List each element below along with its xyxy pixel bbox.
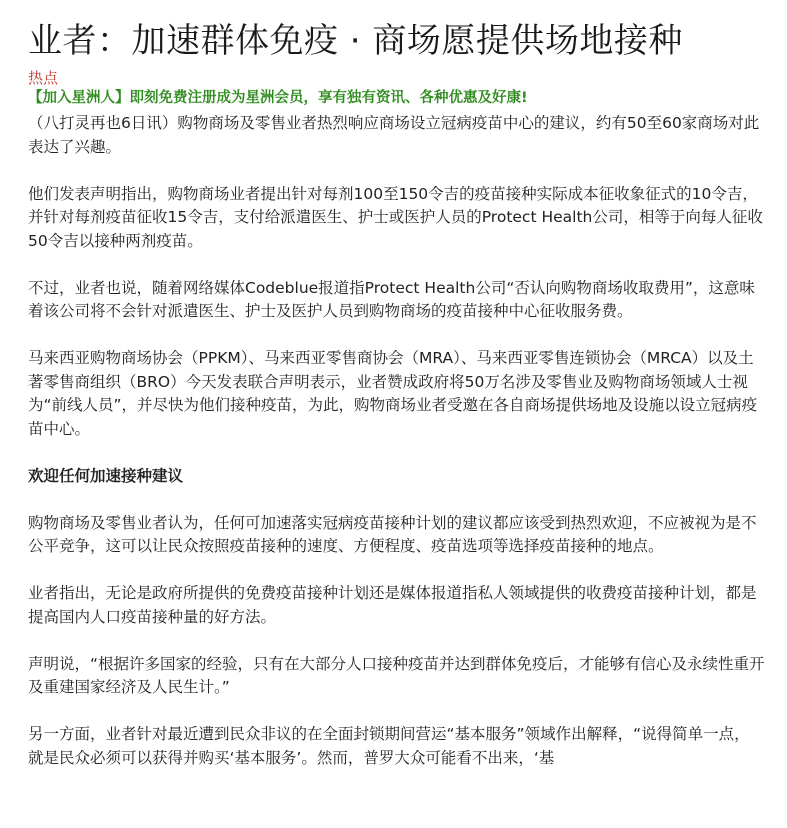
membership-promo-link[interactable]: 【加入星洲人】即刻免费注册成为星洲会员，享有独有资讯、各种优惠及好康! xyxy=(28,90,528,106)
paragraph: 另一方面，业者针对最近遭到民众非议的在全面封锁期间营运“基本服务”领域作出解释，“说得简单一点，就是民众必须可以获得并购买‘基本服务’。然而，普罗大众可能看不出来，‘基 xyxy=(28,725,750,767)
paragraph: 不过，业者也说，随着网络媒体Codeblue报道指Protect Health公司“否认向购物商场收取费用”，这意味着该公司将不会针对派遣医生、护士及医护人员到购物商场的疫苗接种中心征收服务费。 xyxy=(28,278,755,320)
section-subheading: 欢迎任何加速接种建议 xyxy=(28,466,184,485)
article-title: 业者：加速群体免疫 · 商场愿提供场地接种 xyxy=(28,21,683,61)
paragraph: 声明说，“根据许多国家的经验，只有在大部分人口接种疫苗并达到群体免疫后，才能够有信心及永续性重开及重建国家经济及人民生计。” xyxy=(28,654,765,696)
paragraph: 购物商场及零售业者认为，任何可加速落实冠病疫苗接种计划的建议都应该受到热烈欢迎，不应被视为是不公平竞争，这可以让民众按照疫苗接种的速度、方便程度、疫苗选项等选择疫苗接种的地点。 xyxy=(28,513,757,555)
paragraph: （八打灵再也6日讯）购物商场及零售业者热烈响应商场设立冠病疫苗中心的建议，约有50至60家商场对此表达了兴趣。 xyxy=(28,114,760,156)
paragraph: 业者指出，无论是政府所提供的免费疫苗接种计划还是媒体报道指私人领域提供的收费疫苗接种计划，都是提高国内人口疫苗接种量的好方法。 xyxy=(28,584,757,626)
paragraph: 他们发表声明指出，购物商场业者提出针对每剂100至150令吉的疫苗接种实际成本征收象征式的10令吉，并针对每剂疫苗征收15令吉，支付给派遣医生、护士或医护人员的Protect Health公司，相等于向每人征收50令吉以接种两剂疫苗。 xyxy=(28,184,763,250)
category-link[interactable]: 热点 xyxy=(28,69,59,87)
article-body xyxy=(28,112,765,770)
paragraph: 马来西亚购物商场协会（PPKM）、马来西亚零售商协会（MRA）、马来西亚零售连锁协会（MRCA）以及土著零售商组织（BRO）今天发表联合声明表示，业者赞成政府将50万名涉及零售业及购物商场领域人士视为“前线人员”，并尽快为他们接种疫苗，为此，购物商场业者受邀在各自商场提供场地及设施以设立冠病疫苗中心。 xyxy=(28,349,758,438)
